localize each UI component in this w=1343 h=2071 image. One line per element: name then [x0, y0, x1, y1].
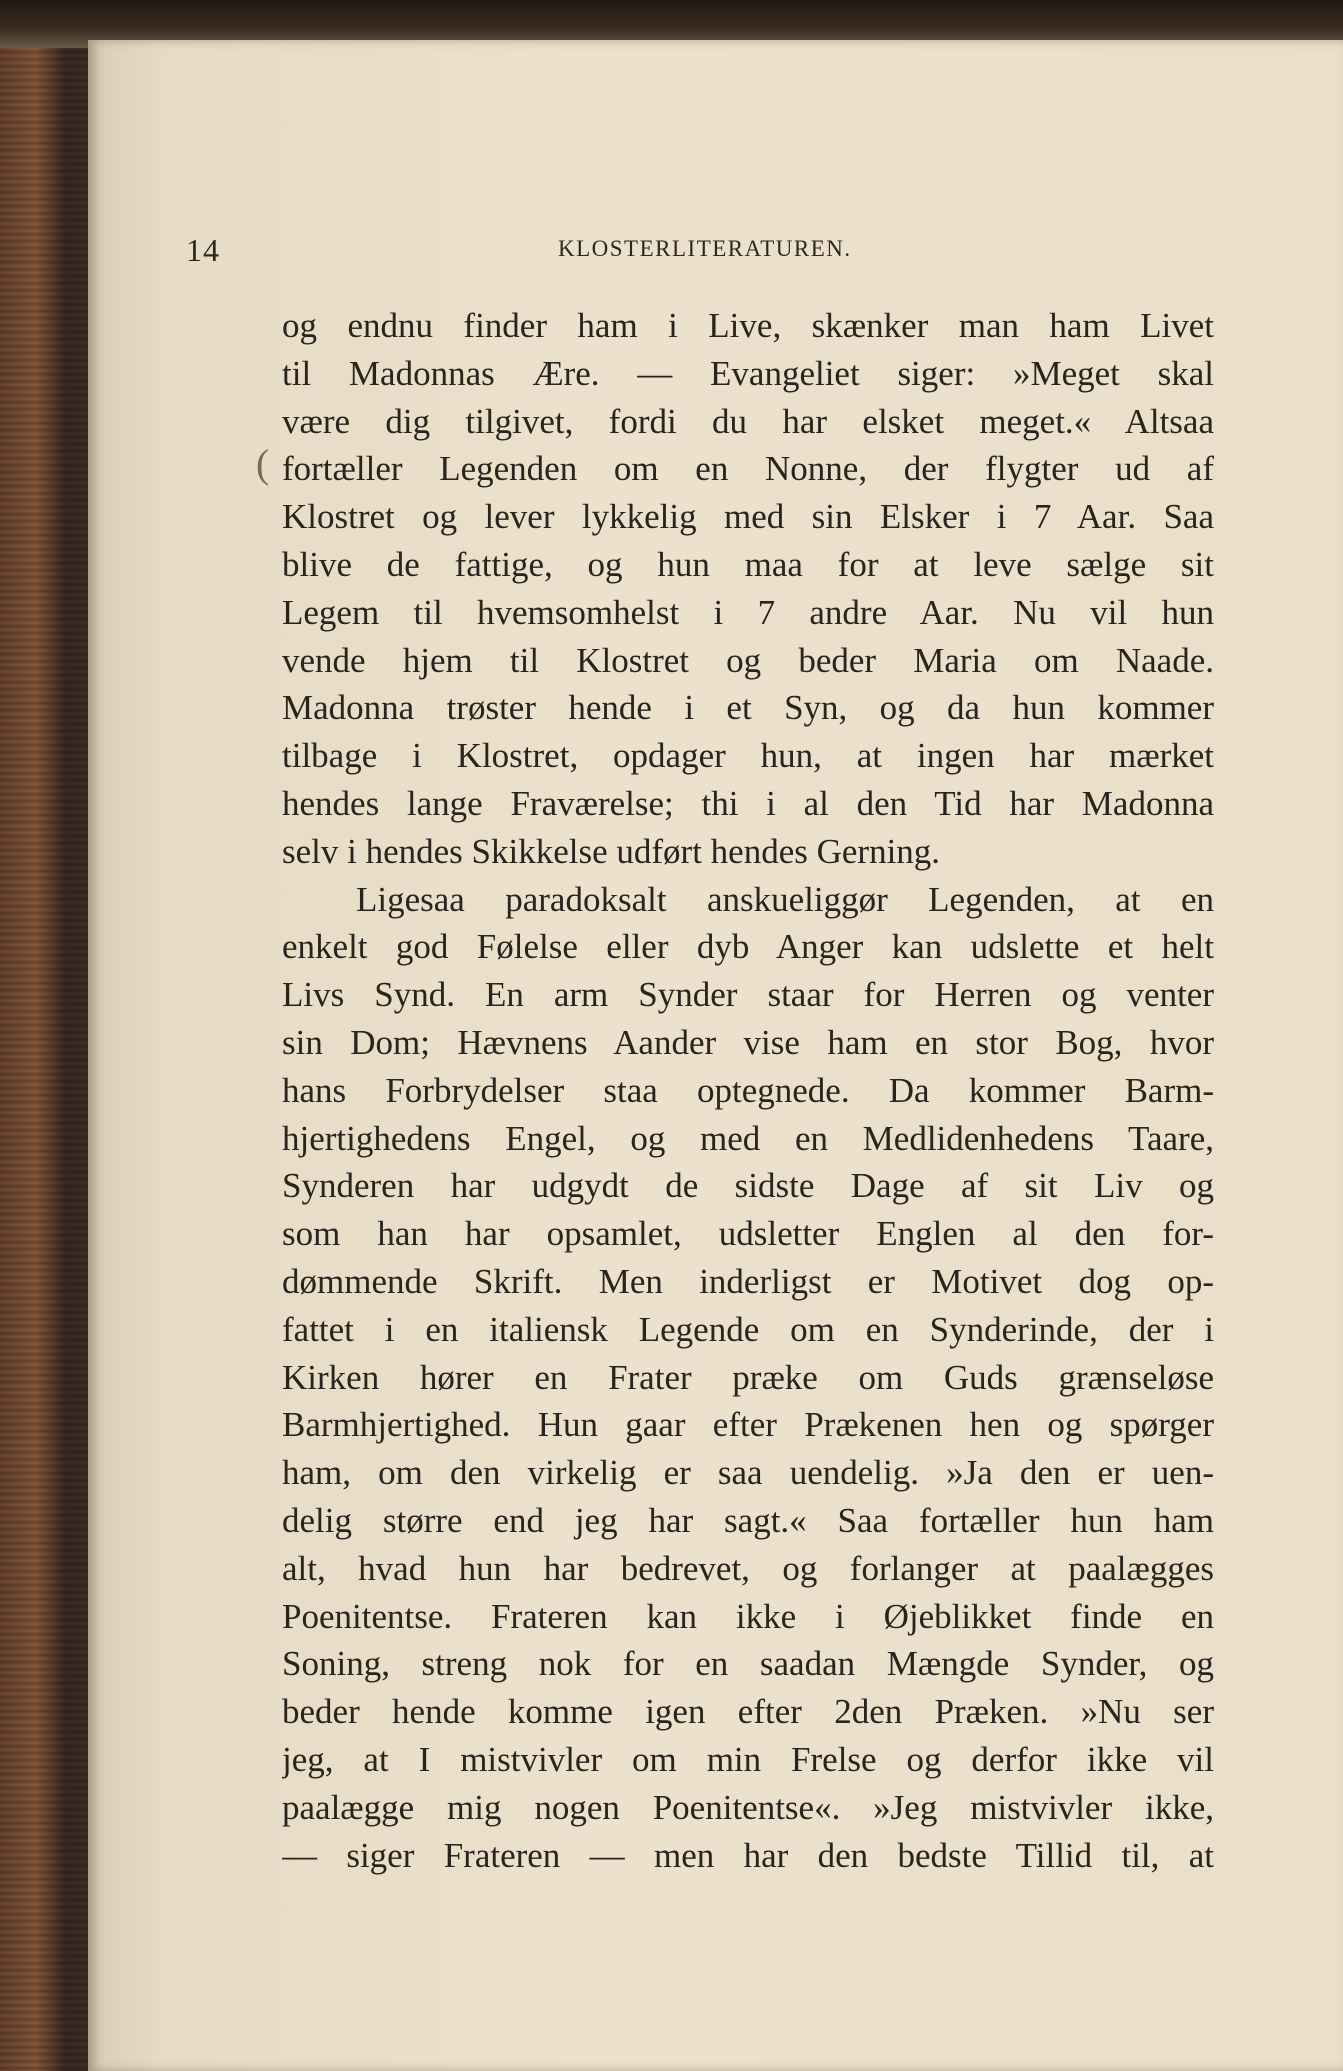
text-line: hendes lange Fraværelse; thi i al den Tid har Madonna: [282, 783, 1214, 823]
text-line: fortæller Legenden om en Nonne, der flygter ud af: [282, 449, 1214, 489]
text-line: Madonna trøster hende i et Syn, og da hun kommer: [282, 688, 1214, 728]
text-line: Barmhjertighed. Hun gaar efter Prækenen hen og spørger: [282, 1405, 1214, 1445]
text-line: Ligesaa paradoksalt anskueliggør Legenden, at en: [356, 879, 1214, 919]
text-line: Soning, streng nok for en saadan Mængde Synder, og: [282, 1644, 1214, 1684]
text-line: delig større end jeg har sagt.« Saa fortæller hun ham: [282, 1500, 1214, 1540]
text-line: sin Dom; Hævnens Aander vise ham en stor Bog, hvor: [282, 1022, 1214, 1062]
text-line: hans Forbrydelser staa optegnede. Da kommer Barm-: [282, 1070, 1214, 1110]
text-line: jeg, at I mistvivler om min Frelse og derfor ikke vil: [282, 1739, 1214, 1779]
text-line: dømmende Skrift. Men inderligst er Motivet dog op-: [282, 1261, 1214, 1301]
page-number: 14: [186, 232, 220, 268]
text-line: vende hjem til Klostret og beder Maria om Naade.: [282, 640, 1214, 680]
text-line: være dig tilgivet, fordi du har elsket meget.« Altsaa: [282, 401, 1214, 441]
text-line: enkelt god Følelse eller dyb Anger kan udslette et helt: [282, 927, 1214, 967]
text-line: hjertighedens Engel, og med en Medlidenhedens Taare,: [282, 1118, 1214, 1158]
text-line: Livs Synd. En arm Synder staar for Herren og venter: [282, 975, 1214, 1015]
text-line: som han har opsamlet, udsletter Englen al den for-: [282, 1214, 1214, 1254]
body-text: [282, 302, 1214, 1879]
running-head: KLOSTERLITERATUREN.: [558, 236, 852, 261]
margin-bracket-mark: (: [256, 441, 270, 486]
text-line: selv i hendes Skikkelse udført hendes Gerning.: [282, 831, 941, 871]
text-line: — siger Frateren — men har den bedste Tillid til, at: [282, 1835, 1214, 1875]
text-line: paalægge mig nogen Poenitentse«. »Jeg mistvivler ikke,: [282, 1787, 1214, 1827]
text-line: og endnu finder ham i Live, skænker man ham Livet: [282, 306, 1214, 345]
text-line: til Madonnas Ære. — Evangeliet siger: »Meget skal: [282, 353, 1214, 393]
text-line: fattet i en italiensk Legende om en Synderinde, der i: [282, 1309, 1214, 1349]
text-line: beder hende komme igen efter 2den Præken. »Nu ser: [282, 1692, 1214, 1732]
page-header: [186, 232, 1214, 272]
text-line: Legem til hvemsomhelst i 7 andre Aar. Nu vil hun: [282, 592, 1214, 632]
text-line: alt, hvad hun har bedrevet, og forlanger at paalægges: [282, 1548, 1214, 1588]
text-line: Poenitentse. Frateren kan ikke i Øjeblikket finde en: [282, 1596, 1214, 1636]
text-line: Klostret og lever lykkelig med sin Elsker i 7 Aar. Saa: [282, 497, 1214, 537]
text-line: ham, om den virkelig er saa uendelig. »Ja den er uen-: [282, 1453, 1214, 1493]
text-line: blive de fattige, og hun maa for at leve sælge sit: [282, 544, 1214, 584]
text-line: Synderen har udgydt de sidste Dage af sit Liv og: [282, 1166, 1214, 1206]
text-line: tilbage i Klostret, opdager hun, at ingen har mærket: [282, 736, 1214, 776]
text-line: Kirken hører en Frater præke om Guds grænseløse: [282, 1357, 1214, 1397]
